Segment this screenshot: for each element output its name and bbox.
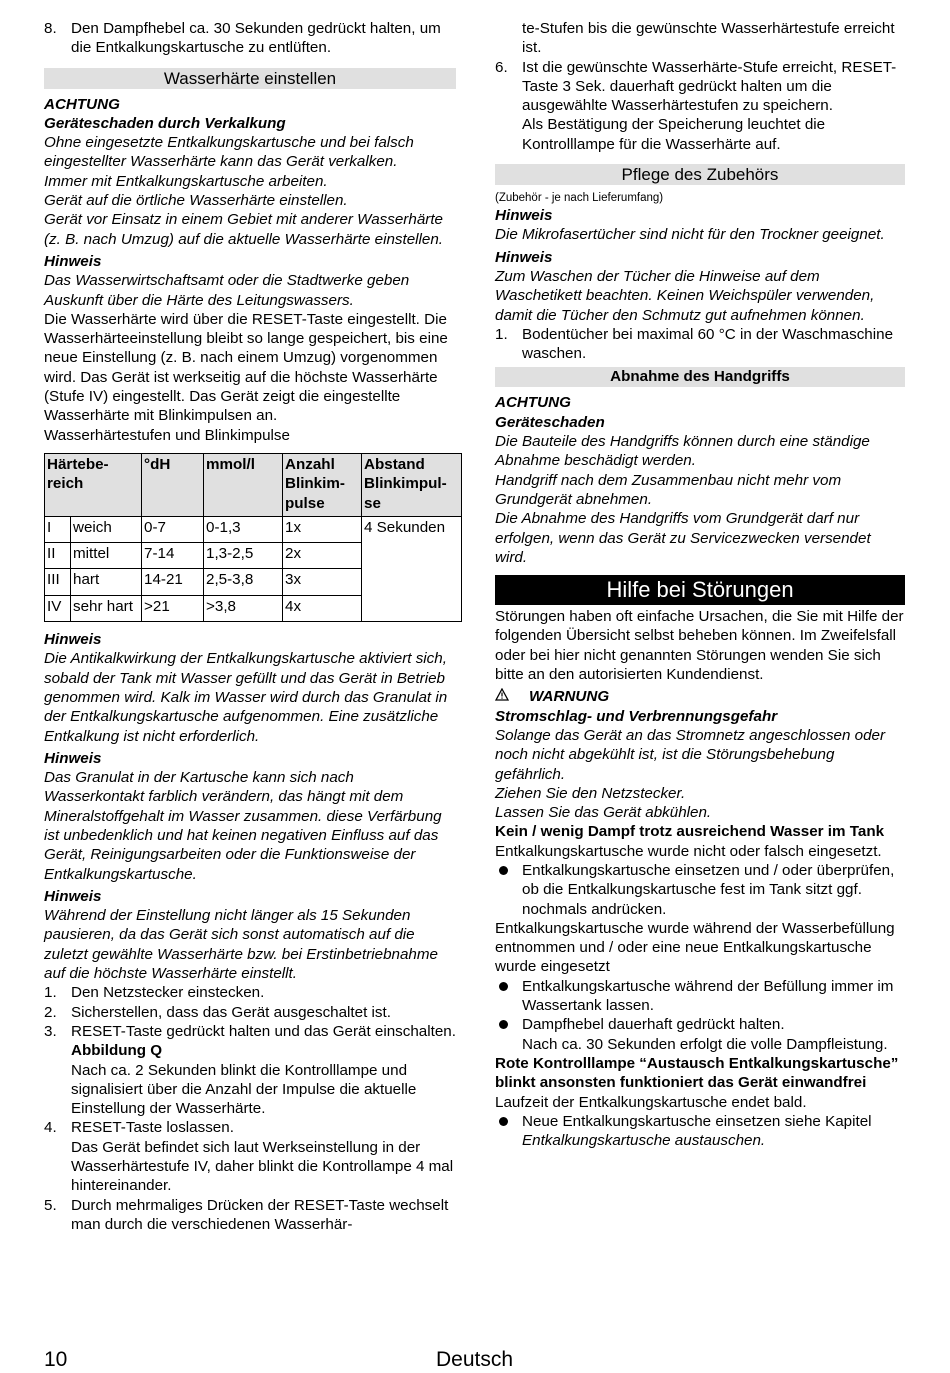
remedy-text: Entkalkungskartusche während der Befüllung immer im Wassertank lassen.	[522, 977, 894, 1015]
step-number: 2.	[44, 1003, 57, 1021]
remedy-text: Dampfhebel dauerhaft gedrückt halten.	[522, 1016, 785, 1034]
table-cell: 1x	[283, 516, 362, 542]
remedy-item	[495, 861, 905, 919]
caution-line: Immer mit Entkalkungskartusche arbeiten.	[44, 172, 328, 190]
warning-line: Solange das Gerät an das Stromnetz angeschlossen oder noch nicht abgekühlt ist, ist die Störungsbehebung gefährlich.	[495, 726, 886, 783]
caution-label: ACHTUNG	[44, 95, 120, 113]
caution-label: ACHTUNG	[495, 394, 571, 412]
step-item	[44, 19, 456, 58]
table-cell: I	[45, 516, 71, 542]
table-cell: 2,5-3,8	[204, 569, 283, 595]
step-text: Durch mehrmaliges Drücken der RESET-Taste wechselt man durch die verschiedenen Wasserhär-	[71, 1196, 449, 1233]
table-cell: 0-7	[142, 516, 204, 542]
fault-title: Kein / wenig Dampf trotz ausreichend Wasser im Tank	[495, 823, 885, 841]
remedy-item	[495, 1015, 905, 1054]
step-detail: Als Bestätigung der Speicherung leuchtet die Kontrolllampe für die Wasserhärte auf.	[522, 116, 826, 153]
table-cell: 7-14	[142, 543, 204, 569]
note-label: Hinweis	[44, 631, 102, 649]
note-text: Während der Einstellung nicht länger als 15 Sekunden pausieren, da das Gerät sich sonst automatisch auf die zuletzt gewählte Wasserhärte bzw. bei Erstinbetriebnahme auf die höchste Wasserhärte einstellt.	[44, 907, 438, 983]
warning-triangle-icon	[495, 687, 515, 706]
table-cell: 1,3-2,5	[204, 543, 283, 569]
step-text: Bodentücher bei maximal 60 °C in der Waschmaschine waschen.	[522, 325, 894, 363]
caution-title: Geräteschaden	[495, 413, 605, 431]
step-text: RESET-Taste gedrückt halten und das Gerät einschalten.	[71, 1022, 456, 1040]
table-cell: >3,8	[204, 595, 283, 621]
remedy-list	[495, 1112, 905, 1151]
table-header: Abstand Blinkimpul-se	[362, 453, 462, 516]
step-number: 6.	[495, 58, 508, 76]
caution-title: Geräteschaden durch Verkalkung	[44, 114, 286, 132]
right-column	[495, 19, 905, 1150]
caution-line: Die Bauteile des Handgriffs können durch eine ständige Abnahme beschädigt werden.	[495, 433, 870, 470]
step-item	[44, 1196, 456, 1235]
remedy-text: Neue Entkalkungskartusche einsetzen siehe Kapitel	[522, 1112, 872, 1130]
remedy-item	[495, 1112, 905, 1151]
troubleshooting-intro: Störungen haben oft einfache Ursachen, die Sie mit Hilfe der folgenden Übersicht selbst beheben können. Im Zweifelsfall oder bei hier nicht genannten Störungen wenden Sie sich bitte an den autorisierten Kundendienst.	[495, 608, 904, 684]
table-cell: 3x	[283, 569, 362, 595]
water-hardness-paragraph: Die Wasserhärte wird über die RESET-Taste eingestellt. Die Wasserhärteeinstellung bleibt so lange gespeichert, bis eine neue Einstellung (z. B. nach einem Umzug) vorgenommen wird. Das Gerät ist werkseitig auf die höchste Wasserhärte (Stufe IV) eingestellt. Das Gerät zeigt die eingestellte Wasserhärte mit Blinkimpulsen an.	[44, 310, 448, 425]
water-hardness-table	[44, 453, 462, 622]
bullet-icon	[499, 1020, 508, 1029]
note-text: Die Mikrofasertücher sind nicht für den Trockner geeignet.	[495, 226, 885, 244]
bullet-icon	[499, 1117, 508, 1126]
step-detail: Nach ca. 2 Sekunden blinkt die Kontrolllampe und signalisiert über die Anzahl der Impulse die aktuelle Einstellung der Wasserhärte.	[71, 1061, 417, 1118]
remedy-list	[495, 977, 905, 1054]
step-item	[495, 325, 905, 364]
table-header: °dH	[142, 453, 204, 516]
table-cell: 0-1,3	[204, 516, 283, 542]
remedy-detail: Nach ca. 30 Sekunden erfolgt die volle Dampfleistung.	[522, 1035, 888, 1053]
caution-line: Die Abnahme des Handgriffs vom Grundgerät darf nur erfolgen, wenn das Gerät zu Servicezwecken versendet wird.	[495, 510, 871, 566]
table-header-row	[45, 453, 462, 516]
warning-line: Lassen Sie das Gerät abkühlen.	[495, 804, 712, 822]
step-number: 5.	[44, 1196, 57, 1214]
table-cell: 14-21	[142, 569, 204, 595]
figure-reference: Abbildung Q	[71, 1042, 163, 1060]
table-cell: hart	[71, 569, 142, 595]
note-label: Hinweis	[495, 248, 553, 266]
table-cell: 4 Sekunden	[362, 516, 462, 621]
warning-label: WARNUNG	[529, 688, 610, 706]
step-item	[44, 1118, 456, 1195]
step-text: Den Dampfhebel ca. 30 Sekunden gedrückt halten, um die Entkalkungskartusche zu entlüften.	[71, 20, 441, 57]
note-label: Hinweis	[44, 749, 102, 767]
step-item	[44, 1022, 456, 1118]
step-number: 8.	[44, 20, 57, 37]
remedy-text: Entkalkungskartusche einsetzen und / oder überprüfen, ob die Entkalkungskartusche fest im Tank sitzt ggf. nochmals andrücken.	[522, 861, 895, 918]
fault-cause: Entkalkungskartusche wurde nicht oder falsch eingesetzt.	[495, 842, 882, 860]
table-caption: Wasserhärtestufen und Blinkimpulse	[44, 426, 290, 444]
step-detail: Das Gerät befindet sich laut Werkseinstellung in der Wasserhärtestufe IV, daher blinkt die Kontrollampe 4 mal hintereinander.	[71, 1138, 454, 1195]
footer-language: Deutsch	[436, 1348, 514, 1371]
table-cell: mittel	[71, 543, 142, 569]
step-item	[44, 983, 456, 1002]
caution-line: Gerät auf die örtliche Wasserhärte einstellen.	[44, 192, 348, 210]
left-column	[44, 19, 456, 1234]
table-cell: 2x	[283, 543, 362, 569]
section-heading-handle-removal: Abnahme des Handgriffs	[495, 367, 905, 387]
note-label: Hinweis	[44, 252, 102, 270]
step-number: 4.	[44, 1119, 57, 1137]
caution-line: Handgriff nach dem Zusammenbau nicht mehr vom Grundgerät abnehmen.	[495, 471, 842, 508]
note-text: Das Granulat in der Kartusche kann sich nach Wasserkontakt farblich verändern, das hängt mit dem Mineralstoffgehalt im Wasser zusammen. diese Verfärbung ist unbedenklich und hat keinen negativen Einfluss auf das Gerät, Reinigungsarbeiten oder die Funktionsweise der Entkalkungskartusche.	[44, 769, 442, 883]
caution-line: Gerät vor Einsatz in einem Gebiet mit anderer Wasserhärte (z. B. nach Umzug) auf die aktuelle Wasserhärte einstellen.	[44, 211, 444, 248]
warning-title: Stromschlag- und Verbrennungsgefahr	[495, 707, 778, 725]
step-text: Sicherstellen, dass das Gerät ausgeschaltet ist.	[71, 1003, 391, 1021]
note-label: Hinweis	[495, 207, 553, 225]
remedy-list	[495, 861, 905, 919]
step-item	[44, 1003, 456, 1022]
remedy-item	[495, 977, 905, 1016]
step-item	[495, 58, 905, 154]
step-text: Den Netzstecker einstecken.	[71, 984, 265, 1002]
step-number: 1.	[495, 325, 508, 343]
note-text: Die Antikalkwirkung der Entkalkungskartusche aktiviert sich, sobald der Tank mit Wasser gefüllt und das Gerät in Betrieb genommen wird. Kalk im Wasser wird durch das Granulat in der Entkalkungskartusche aufgenommen. Eine zusätzliche Entkalkung ist nicht erforderlich.	[44, 650, 448, 745]
step-continuation: te-Stufen bis die gewünschte Wasserhärtestufe erreicht ist.	[522, 20, 895, 57]
table-cell: sehr hart	[71, 595, 142, 621]
table-cell: weich	[71, 516, 142, 542]
warning-header	[495, 687, 905, 706]
fault-cause: Entkalkungskartusche wurde während der Wasserbefüllung entnommen und / oder eine neue Entkalkungskartusche wurde eingesetzt	[495, 919, 895, 976]
section-heading-troubleshooting: Hilfe bei Störungen	[495, 575, 905, 605]
step-list-top	[44, 19, 456, 58]
table-cell: IV	[45, 595, 71, 621]
bullet-icon	[499, 982, 508, 991]
step-text: RESET-Taste loslassen.	[71, 1119, 234, 1137]
section-heading-water-hardness: Wasserhärte einstellen	[44, 68, 456, 89]
note-label: Hinweis	[44, 887, 102, 905]
accessory-note: (Zubehör - je nach Lieferumfang)	[495, 192, 664, 205]
page-number: 10	[44, 1348, 68, 1371]
table-header: Härtebe-reich	[45, 453, 142, 516]
step-number: 3.	[44, 1022, 57, 1040]
section-heading-accessory-care: Pflege des Zubehörs	[495, 164, 905, 185]
table-cell: >21	[142, 595, 204, 621]
bullet-icon	[499, 866, 508, 875]
table-cell: 4x	[283, 595, 362, 621]
table-header: mmol/l	[204, 453, 283, 516]
chapter-reference: Entkalkungskartusche austauschen.	[522, 1132, 766, 1150]
step-list	[495, 58, 905, 154]
caution-line: Ohne eingesetzte Entkalkungskartusche und bei falsch eingestellter Wasserhärte kann das Gerät verkalken.	[44, 134, 414, 171]
step-text: Ist die gewünschte Wasserhärte-Stufe erreicht, RESET-Taste 3 Sek. dauerhaft gedrückt halten um die ausgewählte Wasserhärtestufen zu speichern.	[522, 58, 897, 115]
warning-line: Ziehen Sie den Netzstecker.	[495, 784, 686, 802]
table-cell: II	[45, 543, 71, 569]
fault-cause: Laufzeit der Entkalkungskartusche endet bald.	[495, 1093, 807, 1111]
step-list	[495, 325, 905, 364]
step-number: 1.	[44, 984, 57, 1002]
note-text: Das Wasserwirtschaftsamt oder die Stadtwerke geben Auskunft über die Härte des Leitungswassers.	[44, 272, 410, 309]
table-cell: III	[45, 569, 71, 595]
step-list	[44, 983, 456, 1234]
table-row	[45, 516, 462, 542]
note-text: Zum Waschen der Tücher die Hinweise auf dem Waschetikett beachten. Keinen Weichspüler verwenden, damit die Tücher den Schmutz gut aufnehmen können.	[495, 267, 875, 324]
fault-title: Rote Kontrolllampe “Austausch Entkalkungskartusche” blinkt ansonsten funktioniert das Gerät einwandfrei	[495, 1054, 899, 1092]
table-header: Anzahl Blinkim-pulse	[283, 453, 362, 516]
